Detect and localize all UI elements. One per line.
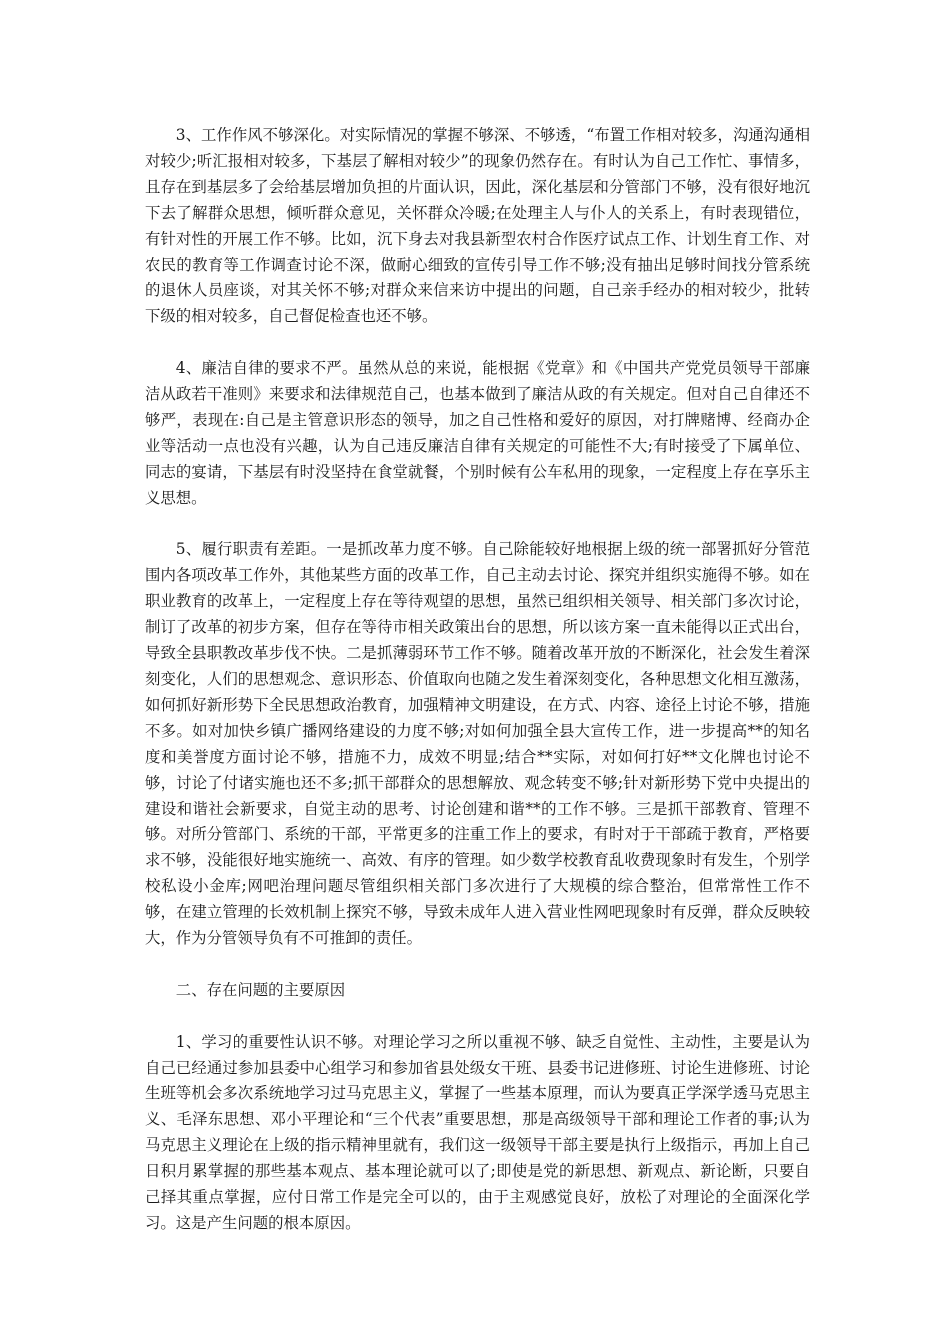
document-body bbox=[145, 123, 810, 1263]
paragraph-self-discipline: 4、廉洁自律的要求不严。虽然从总的来说，能根据《党章》和《中国共产党党员领导干部廉洁从政若干准则》来要求和法律规范自己，也基本做到了廉洁从政的有关规定。但对自己自律还不够严，表现在:自己是主管意识形态的领导，加之自己性格和爱好的原因，对打牌赌博、经商办企业等活动一点也没有兴趣，认为自己违反廉洁自律有关规定的可能性不大;有时接受了下属单位、同志的宴请，下基层有时没坚持在食堂就餐，个别时候有公车私用的现象，一定程度上存在享乐主义思想。 bbox=[145, 359, 810, 507]
section-heading-main-causes: 二、存在问题的主要原因 bbox=[175, 980, 346, 999]
paragraph-duty-gap: 5、履行职责有差距。一是抓改革力度不够。自己除能较好地根据上级的统一部署抓好分管范围内各项改革工作外，其他某些方面的改革工作，自己主动去讨论、探究并组织实施得不够。如在职业教育的改革上，一定程度上存在等待观望的思想，虽然已组织相关领导、相关部门多次讨论，制订了改革的初步方案，但存在等待市相关政策出台的思想，所以该方案一直未能得以正式出台，导致全县职教改革步伐不快。二是抓薄弱环节工作不够。随着改革开放的不断深化，社会发生着深刻变化，人们的思想观念、意识形态、价值取向也随之发生着深刻变化，各种思想文化相互激荡，如何抓好新形势下全民思想政治教育，加强精神文明建设，在方式、内容、途径上讨论不够，措施不多。如对加快乡镇广播网络建设的力度不够;对如何加强全县大宣传工作，进一步提高**的知名度和美誉度方面讨论不够，措施不力，成效不明显;结合**实际，对如何打好**文化牌也讨论不够，讨论了付诸实施也还不多;抓干部群众的思想解放、观念转变不够;针对新形势下党中央提出的建设和谐社会新要求，自觉主动的思考、讨论创建和谐**的工作不够。三是抓干部教育、管理不够。对所分管部门、系统的干部，平常更多的注重工作上的要求，有时对于干部疏于教育，严格要求不够，没能很好地实施统一、高效、有序的管理。如少数学校教育乱收费现象时有发生，个别学校私设小金库;网吧治理问题尽管组织相关部门多次进行了大规模的综合整治，但常常性工作不够，在建立管理的长效机制上探究不够，导致未成年人进入营业性网吧现象时有反弹，群众反映较大，作为分管领导负有不可推卸的责任。 bbox=[145, 540, 810, 948]
paragraph-study-importance: 1、学习的重要性认识不够。对理论学习之所以重视不够、缺乏自觉性、主动性，主要是认为自己已经通过参加县委中心组学习和参加省县处级女干班、县委书记进修班、讨论生进修班、讨论生班等机会多次系统地学习过马克思主义，掌握了一些基本原理，而认为要真正学深学透马克思主义、毛泽东思想、邓小平理论和“三个代表”重要思想，那是高级领导干部和理论工作者的事;认为马克思主义理论在上级的指示精神里就有，我们这一级领导干部主要是执行上级指示，再加上自己日积月累掌握的那些基本观点、基本理论就可以了;即使是党的新思想、新观点、新论断，只要自己择其重点掌握，应付日常工作是完全可以的，由于主观感觉良好，放松了对理论的全面深化学习。这是产生问题的根本原因。 bbox=[145, 1032, 810, 1232]
paragraph-work-style: 3、工作作风不够深化。对实际情况的掌握不够深、不够透，“布置工作相对较多，沟通沟通相对较少;听汇报相对较多，下基层了解相对较少”的现象仍然存在。有时认为自己工作忙、事情多，且存在到基层多了会给基层增加负担的片面认识，因此，深化基层和分管部门不够，没有很好地沉下去了解群众思想，倾听群众意见，关怀群众冷暖;在处理主人与仆人的关系上，有时表现错位，有针对性的开展工作不够。比如，沉下身去对我县新型农村合作医疗试点工作、计划生育工作、对农民的教育等工作调查讨论不深，做耐心细致的宣传引导工作不够;没有抽出足够时间找分管系统的退休人员座谈，对其关怀不够;对群众来信来访中提出的问题，自己亲手经办的相对较少，批转下级的相对较多，自己督促检查也还不够。 bbox=[145, 126, 810, 326]
